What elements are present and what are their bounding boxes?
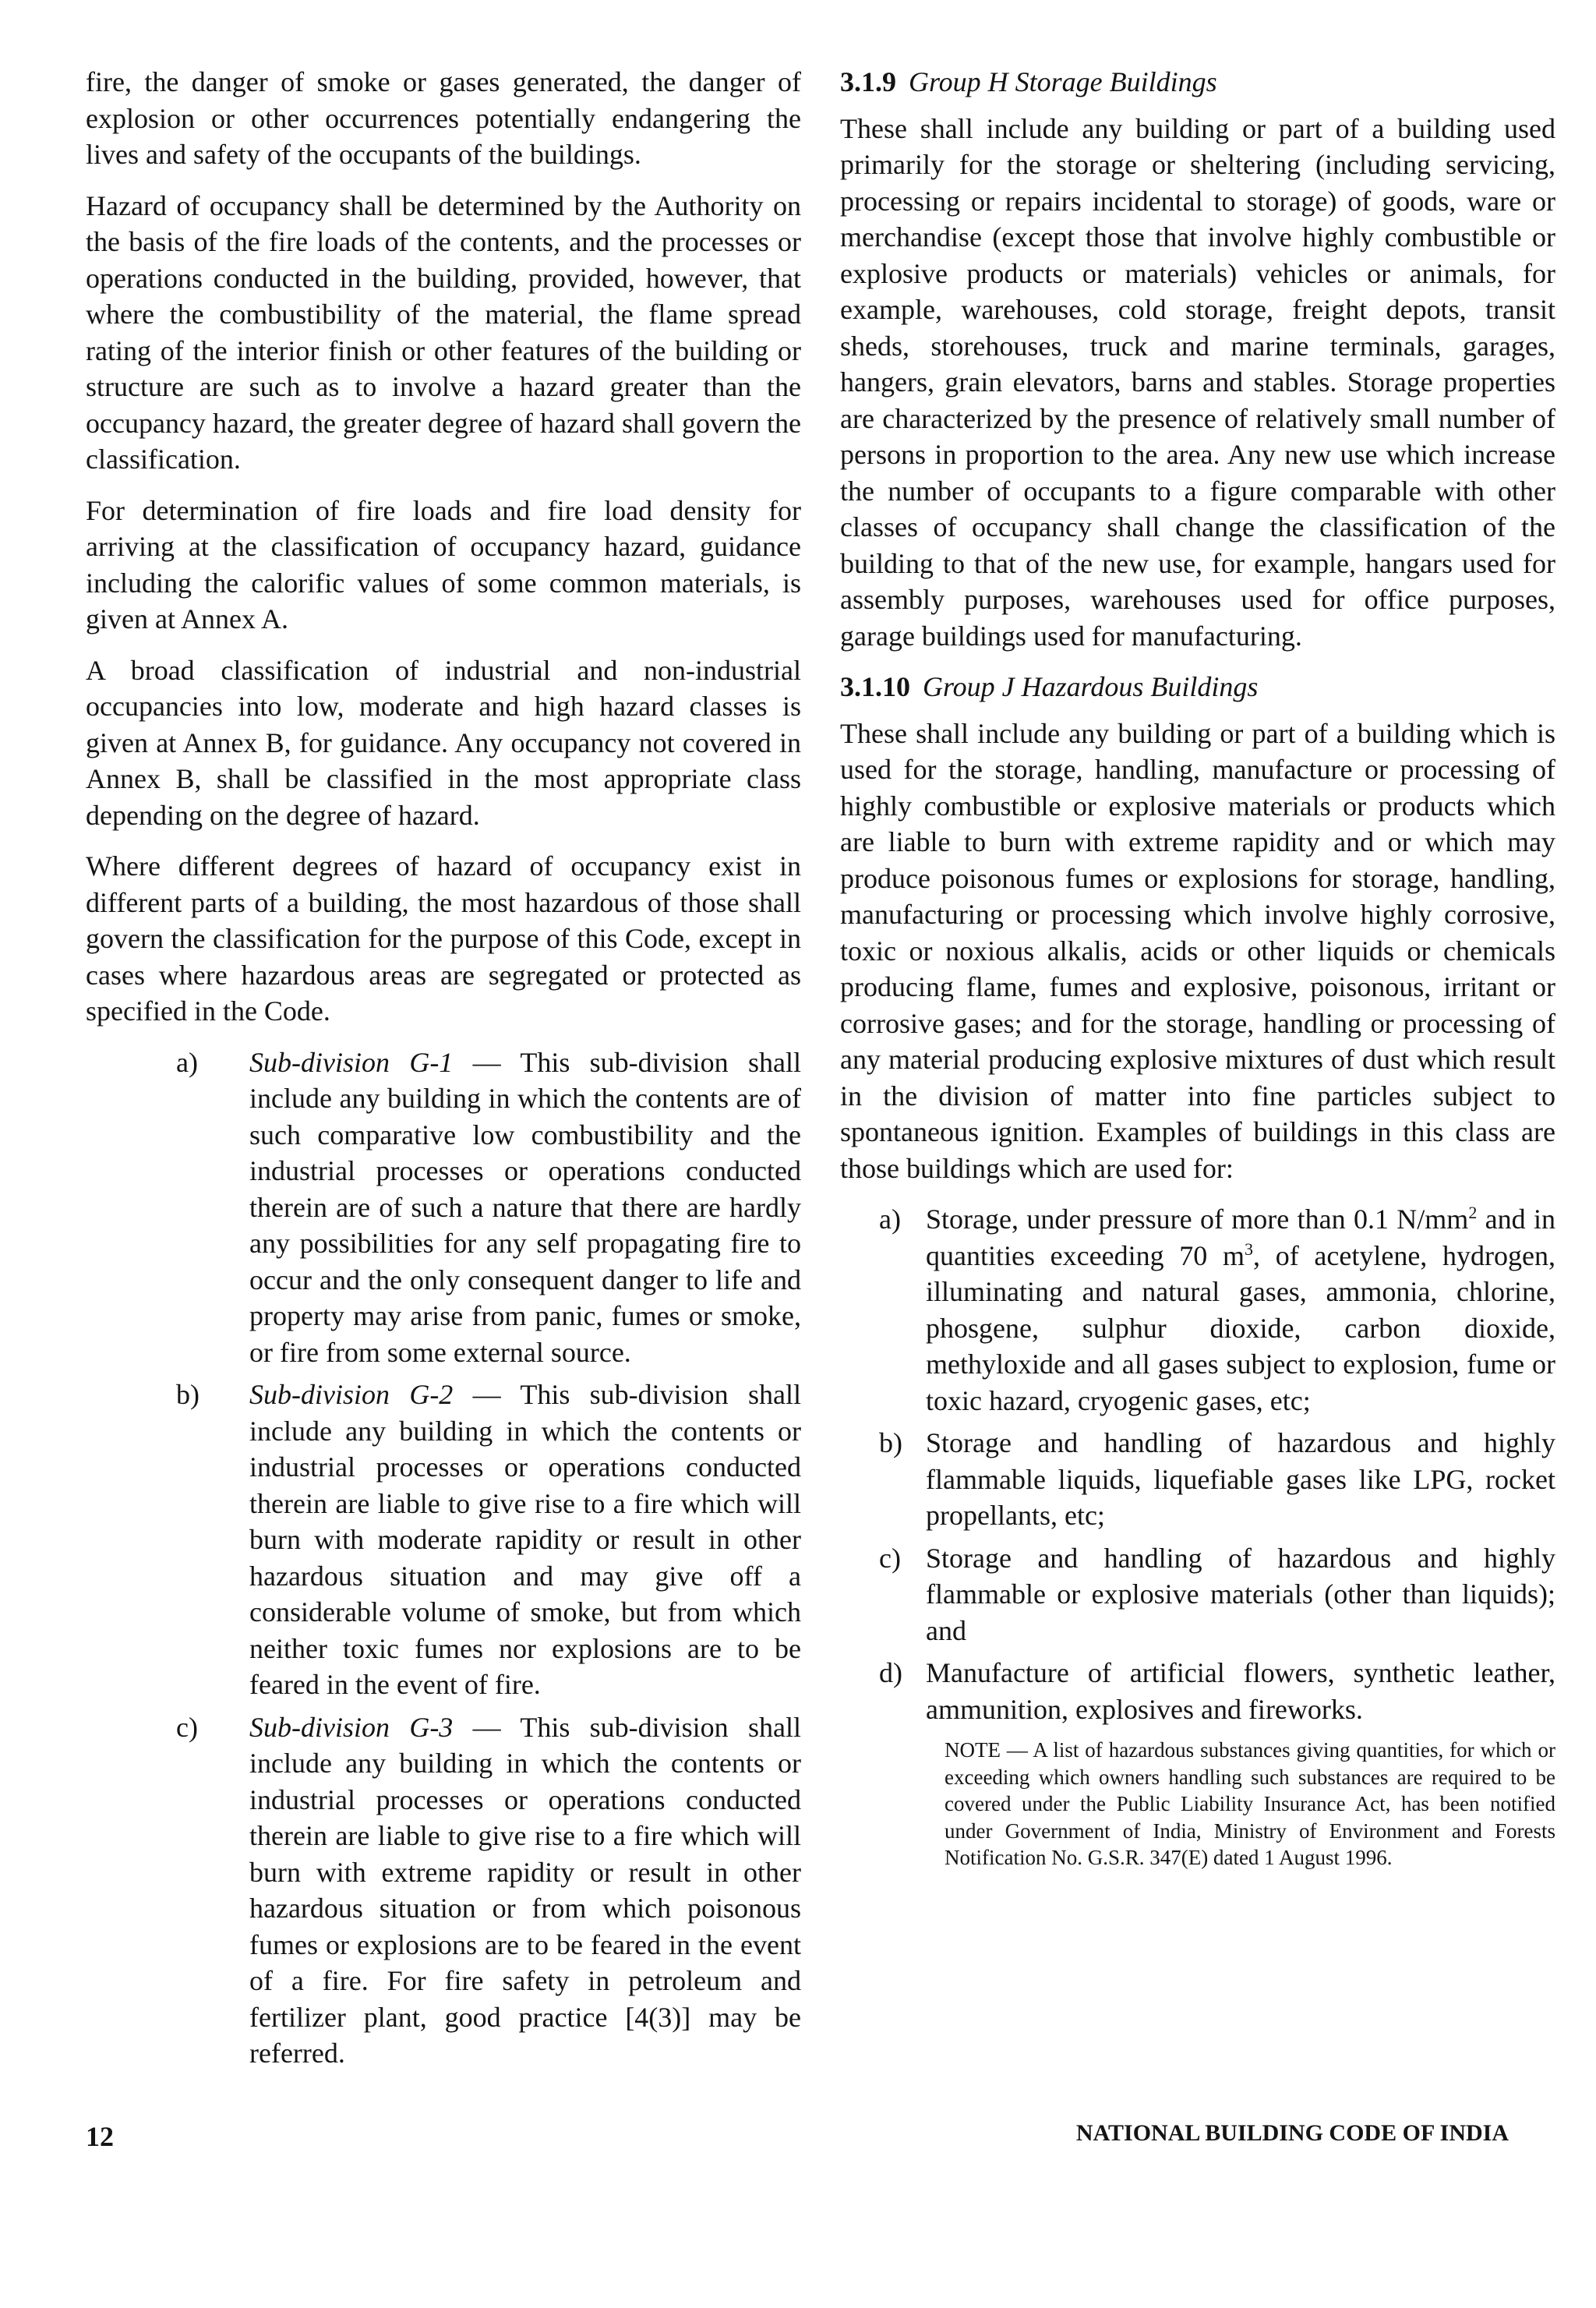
section-title: Group J Hazardous Buildings bbox=[923, 671, 1259, 702]
item-marker: d) bbox=[879, 1657, 902, 1688]
item-marker: a) bbox=[176, 1046, 198, 1078]
right-column bbox=[840, 64, 1555, 1871]
paragraph: Hazard of occupancy shall be determined by the Authority on the basis of the fire loads of the contents, and the processes or operations conducted in the building, provided, however, that where the combustibility of the material, the flame spread rating of the interior finish or other features of the building or structure are such as to involve a hazard greater than the occupancy hazard, the greater degree of hazard shall govern the classification. bbox=[86, 189, 801, 475]
paragraph: These shall include any building or part of a building used primarily for the storage or sheltering (including servicing, processing or repairs incidental to storage) of goods, ware or merchandise (except those that involve highly combustible or explosive products or materials) vehicles or animals, for example, warehouses, cold storage, freight depots, transit sheds, storehouses, truck and marine terminals, garages, hangers, grain elevators, barns and stables. Storage properties are characterized by the presence of relatively small number of persons in proportion to the area. Any new use which increase the number of occupants to a figure comparable with other classes of occupancy shall change the classification of the building to that of the new use, for example, hangars used for assembly purposes, warehouses used for office purposes, garage buildings used for manufacturing. bbox=[840, 112, 1555, 652]
item-marker: c) bbox=[176, 1711, 198, 1743]
item-text: Storage, under pressure of more than 0.1 $N/mm^2$ and in quantities exceeding 70 $m^3$, of acetylene, hydrogen, illuminating and natural gases, ammonia, chlorine, phosgene, sulphur dioxide, carbon dioxide, methyloxide and all gases subject to explosion, fume or toxic hazard, cryogenic gases, etc; bbox=[926, 1203, 1555, 1416]
item-text: — This sub-division shall include any building in which the contents or industrial processes or operations conducted therein are liable to give rise to a fire which will burn with extreme rapidity or result in other hazardous situation or from which poisonous fumes or explosions are to be feared in the event of a fire. For fire safety in petroleum and fertilizer plant, good practice [4(3)] may be referred. bbox=[249, 1711, 802, 2069]
page-number: 12 bbox=[86, 2121, 114, 2152]
subdivision-title: Sub-division G-2 bbox=[249, 1379, 454, 1410]
item-marker: c) bbox=[879, 1542, 901, 1574]
paragraph: For determination of fire loads and fire load density for arriving at the classification of occupancy hazard, guidance including the calorific values of some common materials, is given at Annex A. bbox=[86, 494, 801, 634]
note: NOTE — A list of hazardous substances giving quantities, for which or exceeding which owners handling such substances are required to be covered under the Public Liability Insurance Act, has been notified under Government of India, Ministry of Environment and Forests Notification No. G.S.R. 347(E) dated 1 August 1996. bbox=[945, 1738, 1555, 1869]
paragraph: fire, the danger of smoke or gases generated, the danger of explosion or other occurrences potentially endangering the lives and safety of the occupants of the buildings. bbox=[86, 66, 801, 170]
item-marker: b) bbox=[176, 1379, 200, 1410]
subdivision-title: Sub-division G-1 bbox=[249, 1046, 454, 1078]
item-text: Manufacture of artificial flowers, synthetic leather, ammunition, explosives and fireworks. bbox=[926, 1657, 1555, 1725]
list-item bbox=[86, 1377, 801, 1703]
section-heading bbox=[840, 669, 1555, 705]
subdivision-title: Sub-division G-3 bbox=[249, 1711, 454, 1743]
list-item bbox=[840, 1655, 1555, 1727]
section-title: Group H Storage Buildings bbox=[909, 66, 1217, 97]
item-text: Storage and handling of hazardous and highly flammable liquids, liquefiable gases like LPG, rocket propellants, etc; bbox=[926, 1427, 1555, 1531]
list-item bbox=[840, 1540, 1555, 1649]
section-number: 3.1.9 bbox=[840, 66, 896, 97]
list-item bbox=[86, 1709, 801, 2072]
paragraph: Where different degrees of hazard of occupancy exist in different parts of a building, the most hazardous of those shall govern the classification for the purpose of this Code, except in cases where hazardous areas are segregated or protected as specified in the Code. bbox=[86, 850, 801, 1027]
paragraph: A broad classification of industrial and non-industrial occupancies into low, moderate and high hazard classes is given at Annex B, for guidance. Any occupancy not covered in Annex B, shall be classified in the most appropriate class depending on the degree of hazard. bbox=[86, 654, 801, 831]
item-text: — This sub-division shall include any building in which the contents or industrial processes or operations conducted therein are liable to give rise to a fire which will burn with moderate rapidity or result in other hazardous situation and may give off a considerable volume of smoke, but from which neither toxic fumes nor explosions are to be feared in the event of fire. bbox=[249, 1379, 802, 1700]
item-marker: b) bbox=[879, 1427, 902, 1458]
footer-title: NATIONAL BUILDING CODE OF INDIA bbox=[1075, 2120, 1509, 2146]
list-item bbox=[86, 1044, 801, 1371]
section-heading bbox=[840, 64, 1555, 101]
list-item bbox=[840, 1425, 1555, 1534]
item-text: — This sub-division shall include any building in which the contents are of such comparative low combustibility and the industrial processes or operations conducted therein are of such a nature that there are hardly any possibilities for any self propagating fire to occur and the only consequent danger to life and property may arise from panic, fumes or smoke, or fire from some external source. bbox=[249, 1046, 802, 1368]
paragraph: These shall include any building or part of a building which is used for the storage, handling, manufacture or processing of highly combustible or explosive materials or products which are liable to burn with extreme rapidity and or which may produce poisonous fumes or explosions for storage, handling, manufacturing or processing which involve highly corrosive, toxic or noxious alkalis, acids or other liquids or chemicals producing flame, fumes and explosive, poisonous, irritant or corrosive gases; and for the storage, handling or processing of any material producing explosive mixtures of dust which result in the division of matter into fine particles subject to spontaneous ignition. Examples of buildings in this class are those buildings which are used for: bbox=[840, 717, 1555, 1184]
left-column bbox=[86, 64, 801, 2078]
item-marker: a) bbox=[879, 1203, 901, 1235]
item-text: Storage and handling of hazardous and highly flammable or explosive materials (other than liquids); and bbox=[926, 1542, 1555, 1646]
list-item bbox=[840, 1201, 1555, 1419]
section-number: 3.1.10 bbox=[840, 671, 910, 702]
